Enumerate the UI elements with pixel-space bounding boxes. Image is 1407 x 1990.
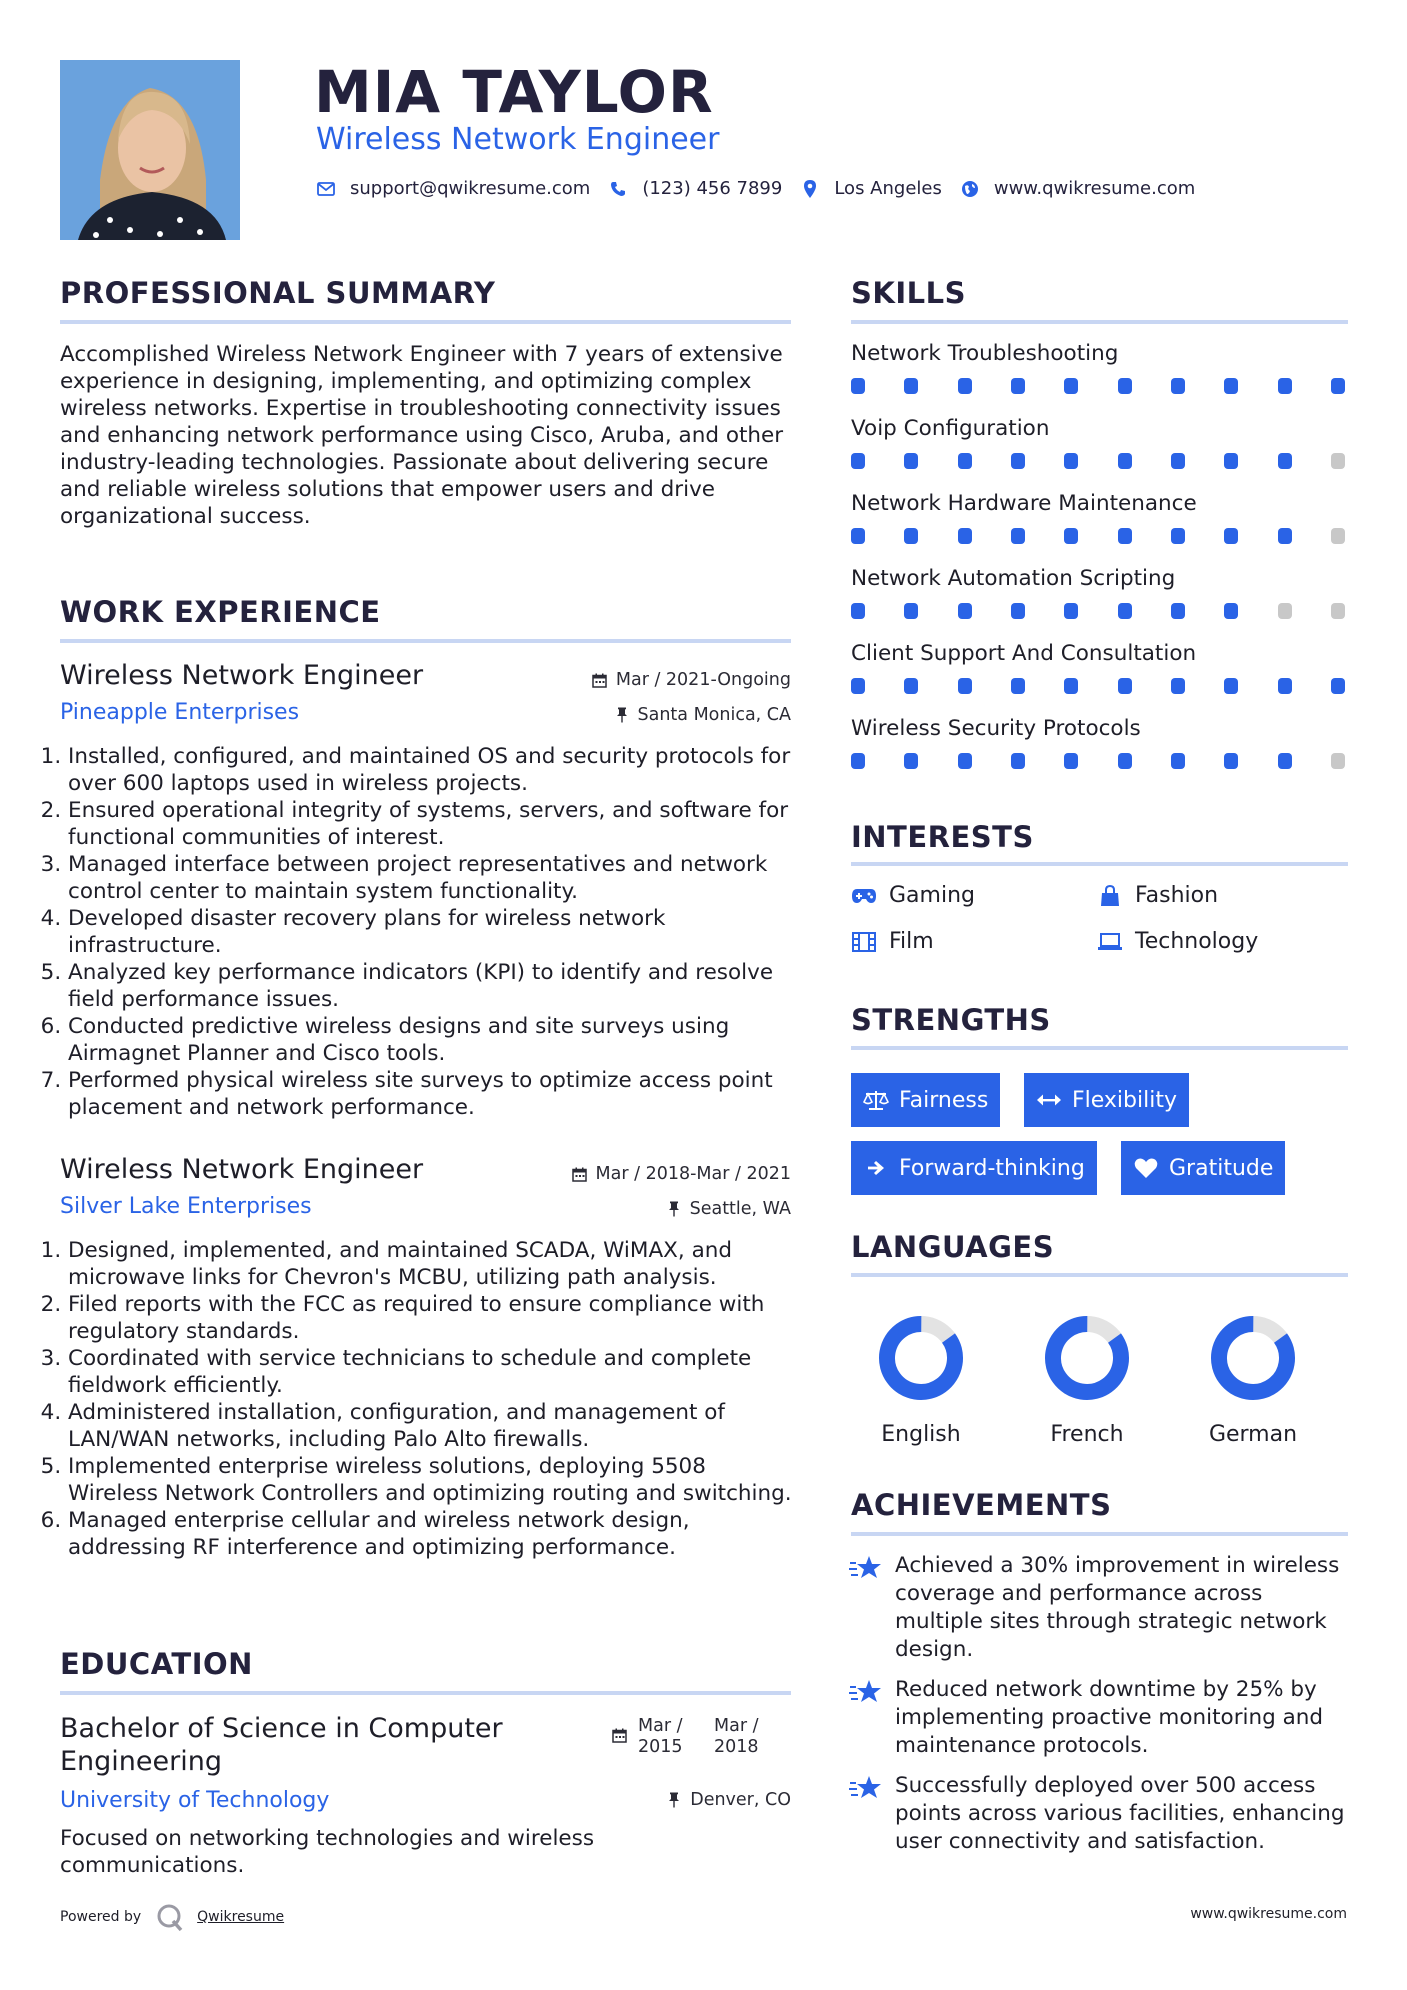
rating-dot-filled [1278, 378, 1292, 394]
education-start: Mar / 2015 [638, 1716, 683, 1757]
skill-name: Client Support And Consultation [851, 641, 1197, 666]
job-bullet: 6. Managed enterprise cellular and wireless network design, addressing RF interference and optimizing performance. [68, 1507, 797, 1561]
rating-dot-filled [1011, 603, 1025, 619]
summary-text: Accomplished Wireless Network Engineer with 7 years of extensive experience in designing, implementing, and optimizing complex wireless networks. Expertise in troubleshooting connectivity issues and enhancing network performance using Cisco, Aruba, and other industry-leading technologies. Passionate about delivering secure and reliable wireless solutions that empower users and drive organizational success. [60, 342, 784, 529]
rating-dot-filled [958, 603, 972, 619]
skill-item [851, 416, 1348, 491]
footer-website[interactable]: www.qwikresume.com [1190, 1906, 1347, 1922]
interests-heading: INTERESTS [851, 820, 1034, 854]
job-bullet-list [49, 1237, 797, 1561]
rating-dot-filled [904, 603, 918, 619]
achievements-divider [851, 1532, 1348, 1536]
rating-dot-filled [1118, 378, 1132, 394]
contact-bar [316, 178, 1213, 199]
skill-rating [851, 603, 1345, 619]
rating-dot-filled [1224, 753, 1238, 769]
language-ring-fill [1206, 1311, 1301, 1406]
skills-list [851, 341, 1348, 791]
rating-dot-filled [851, 528, 865, 544]
star-badge-icon [849, 1774, 883, 1802]
language-item [1193, 1308, 1313, 1447]
language-ring-fill [874, 1311, 969, 1406]
job-bullet: 2. Filed reports with the FCC as required to ensure compliance with regulatory standards. [68, 1291, 797, 1345]
strength-label: Gratitude [1169, 1155, 1274, 1181]
interest-item [1097, 883, 1218, 908]
rating-dot-empty [1331, 753, 1345, 769]
job-title: Wireless Network Engineer [60, 1154, 424, 1185]
education-dates [612, 1716, 776, 1758]
calendar-icon [572, 1166, 588, 1182]
gamepad-icon [851, 885, 877, 907]
pushpin-icon [614, 707, 630, 723]
rating-dot-filled [1171, 453, 1185, 469]
skill-rating [851, 753, 1345, 769]
candidate-name: MIA TAYLOR [314, 58, 714, 126]
job-dates-text: Mar / 2021-Ongoing [615, 670, 791, 690]
job-location-text: Santa Monica, CA [637, 705, 791, 725]
strength-chip [1121, 1141, 1285, 1195]
star-badge-icon [849, 1554, 883, 1582]
rating-dot-filled [1118, 528, 1132, 544]
interest-label: Film [889, 929, 934, 954]
job-location-text: Seattle, WA [689, 1199, 791, 1219]
interest-label: Gaming [889, 883, 975, 908]
job-company: Pineapple Enterprises [60, 700, 300, 725]
skill-rating [851, 528, 1345, 544]
contact-email-text: support@qwikresume.com [350, 178, 591, 199]
rating-dot-empty [1331, 528, 1345, 544]
job-title: Wireless Network Engineer [60, 660, 424, 691]
education-location-text: Denver, CO [690, 1790, 791, 1810]
achievement-text: Achieved a 30% improvement in wireless coverage and performance across multiple sites through strategic network design. [895, 1553, 1340, 1662]
strength-chip [851, 1141, 1097, 1195]
contact-location-text: Los Angeles [834, 178, 942, 199]
rating-dot-filled [851, 603, 865, 619]
envelope-icon [316, 179, 336, 199]
powered-by-label: Powered by [60, 1909, 142, 1925]
languages-divider [851, 1273, 1348, 1277]
rating-dot-filled [1224, 603, 1238, 619]
education-description: Focused on networking technologies and wireless communications. [60, 1826, 595, 1878]
rating-dot-filled [1011, 753, 1025, 769]
rating-dot-filled [904, 528, 918, 544]
languages-heading: LANGUAGES [851, 1230, 1055, 1264]
skill-item [851, 641, 1348, 716]
achievement-item [849, 1772, 1348, 1856]
job-bullet: 2. Ensured operational integrity of systems, servers, and software for functional communities of interest. [68, 797, 797, 851]
star-badge-icon [849, 1678, 883, 1706]
interest-label: Fashion [1135, 883, 1219, 908]
rating-dot-filled [958, 753, 972, 769]
rating-dot-filled [1118, 753, 1132, 769]
interest-label: Technology [1135, 929, 1259, 954]
qwikresume-logo-icon [155, 1902, 185, 1932]
job-bullet: 1. Designed, implemented, and maintained SCADA, WiMAX, and microwave links for Chevron's MCBU, utilizing path analysis. [68, 1237, 797, 1291]
heart-icon [1133, 1156, 1159, 1180]
summary-divider [60, 320, 791, 324]
strength-label: Flexibility [1072, 1087, 1177, 1113]
interest-item [851, 883, 975, 908]
rating-dot-filled [1011, 528, 1025, 544]
skills-heading: SKILLS [851, 276, 966, 310]
rating-dot-filled [1064, 753, 1078, 769]
degree-title: Bachelor of Science in Computer Engineering [60, 1713, 503, 1777]
strength-label: Fairness [899, 1087, 989, 1113]
powered-by [60, 1902, 284, 1932]
skill-name: Voip Configuration [851, 416, 1050, 441]
rating-dot-filled [851, 678, 865, 694]
skills-divider [851, 320, 1348, 324]
skill-name: Network Troubleshooting [851, 341, 1119, 366]
rating-dot-filled [1171, 378, 1185, 394]
job-bullet: 5. Analyzed key performance indicators (KPI) to identify and resolve field performance issues. [68, 959, 797, 1013]
contact-website[interactable] [960, 178, 1195, 199]
pushpin-icon [666, 1792, 682, 1808]
rating-dot-empty [1331, 453, 1345, 469]
skill-name: Network Hardware Maintenance [851, 491, 1197, 516]
skill-item [851, 491, 1348, 566]
contact-phone-text: (123) 456 7899 [642, 178, 783, 199]
language-level-ring [1037, 1308, 1137, 1408]
rating-dot-filled [958, 378, 972, 394]
contact-location [800, 178, 942, 199]
rating-dot-filled [1278, 678, 1292, 694]
skill-rating [851, 678, 1345, 694]
job-dates [592, 670, 791, 690]
achievement-text: Reduced network downtime by 25% by implementing proactive monitoring and maintenance protocols. [895, 1677, 1324, 1758]
strength-chip [1024, 1073, 1189, 1127]
job-bullet: 4. Developed disaster recovery plans for wireless network infrastructure. [68, 905, 797, 959]
balance-scale-icon [863, 1088, 889, 1112]
skill-item [851, 566, 1348, 641]
education-location [666, 1790, 791, 1810]
rating-dot-filled [1171, 603, 1185, 619]
rating-dot-filled [1064, 453, 1078, 469]
rating-dot-filled [1118, 603, 1132, 619]
rating-dot-filled [1011, 378, 1025, 394]
achievement-text: Successfully deployed over 500 access points across various facilities, enhancing user connectivity and satisfaction. [895, 1773, 1345, 1854]
job-bullet: 1. Installed, configured, and maintained OS and security protocols for over 600 laptops used in wireless projects. [68, 743, 797, 797]
rating-dot-filled [1171, 753, 1185, 769]
job-bullet: 4. Administered installation, configuration, and management of LAN/WAN networks, including Palo Alto firewalls. [68, 1399, 797, 1453]
school-name: University of Technology [60, 1788, 330, 1813]
rating-dot-empty [1278, 603, 1292, 619]
rating-dot-filled [1278, 453, 1292, 469]
rating-dot-filled [1278, 528, 1292, 544]
language-item [1027, 1308, 1147, 1447]
education-end: Mar / 2018 [714, 1716, 759, 1757]
job-bullet-list [49, 743, 797, 1121]
job-company: Silver Lake Enterprises [60, 1194, 312, 1219]
rating-dot-filled [851, 753, 865, 769]
rating-dot-filled [851, 453, 865, 469]
achievements-heading: ACHIEVEMENTS [851, 1488, 1112, 1522]
job-location [614, 705, 792, 725]
rating-dot-filled [1064, 528, 1078, 544]
language-name: French [1050, 1422, 1124, 1447]
job-bullet: 7. Performed physical wireless site surveys to optimize access point placement and network performance. [68, 1067, 797, 1121]
experience-divider [60, 639, 791, 643]
rating-dot-filled [904, 678, 918, 694]
contact-website-text: www.qwikresume.com [993, 178, 1196, 199]
strength-label: Forward-thinking [899, 1155, 1085, 1181]
job-dates-text: Mar / 2018-Mar / 2021 [595, 1164, 791, 1184]
rating-dot-filled [1224, 678, 1238, 694]
job-bullet: 3. Managed interface between project representatives and network control center to maintain system functionality. [68, 851, 797, 905]
rating-dot-filled [1118, 453, 1132, 469]
rating-dot-filled [958, 453, 972, 469]
rating-dot-filled [1224, 378, 1238, 394]
phone-icon [608, 179, 628, 199]
skill-item [851, 341, 1348, 416]
rating-dot-filled [1278, 753, 1292, 769]
strengths-divider [851, 1046, 1348, 1050]
rating-dot-filled [958, 528, 972, 544]
pushpin-icon [666, 1201, 682, 1217]
achievements-list [849, 1552, 1348, 1856]
job-bullet: 3. Coordinated with service technicians to schedule and complete fieldwork efficiently. [68, 1345, 797, 1399]
achievement-item [849, 1676, 1348, 1760]
rating-dot-filled [1064, 678, 1078, 694]
job-bullet: 5. Implemented enterprise wireless solutions, deploying 5508 Wireless Network Controllers and optimizing routing and switching. [68, 1453, 797, 1507]
rating-dot-filled [904, 378, 918, 394]
laptop-icon [1097, 931, 1123, 953]
interests-divider [851, 862, 1348, 866]
rating-dot-filled [1011, 453, 1025, 469]
rating-dot-filled [904, 753, 918, 769]
map-marker-icon [800, 179, 820, 199]
profile-photo [60, 60, 240, 240]
skill-name: Network Automation Scripting [851, 566, 1176, 591]
language-ring-fill [1040, 1311, 1135, 1406]
skill-rating [851, 378, 1345, 394]
globe-icon [960, 179, 980, 199]
rating-dot-filled [1224, 528, 1238, 544]
rating-dot-filled [1011, 678, 1025, 694]
shopping-bag-icon [1097, 885, 1123, 907]
job-dates [572, 1164, 791, 1184]
rating-dot-filled [851, 378, 865, 394]
language-item [861, 1308, 981, 1447]
contact-phone[interactable] [608, 178, 782, 199]
rating-dot-filled [1064, 603, 1078, 619]
education-divider [60, 1691, 791, 1695]
rating-dot-filled [1171, 678, 1185, 694]
education-heading: EDUCATION [60, 1647, 253, 1681]
skill-rating [851, 453, 1345, 469]
interest-item [1097, 929, 1258, 954]
languages-list [851, 1308, 1348, 1447]
rating-dot-empty [1331, 603, 1345, 619]
arrows-horizontal-icon [1036, 1088, 1062, 1112]
language-name: German [1208, 1422, 1298, 1447]
rating-dot-filled [958, 678, 972, 694]
rating-dot-filled [904, 453, 918, 469]
job-location [666, 1199, 791, 1219]
experience-heading: WORK EXPERIENCE [60, 595, 381, 629]
candidate-title: Wireless Network Engineer [316, 122, 720, 157]
rating-dot-filled [1118, 678, 1132, 694]
skill-item [851, 716, 1348, 791]
film-icon [851, 931, 877, 953]
strength-chip [851, 1073, 1000, 1127]
rating-dot-filled [1064, 378, 1078, 394]
rating-dot-filled [1171, 528, 1185, 544]
calendar-icon [592, 672, 608, 688]
calendar-icon [612, 1728, 628, 1744]
job-bullet: 6. Conducted predictive wireless designs and site surveys using Airmagnet Planner and Cisco tools. [68, 1013, 797, 1067]
rating-dot-filled [1224, 453, 1238, 469]
contact-email[interactable] [316, 178, 590, 199]
language-level-ring [871, 1308, 971, 1408]
interest-item [851, 929, 934, 954]
rating-dot-filled [1331, 678, 1345, 694]
strengths-heading: STRENGTHS [851, 1003, 1051, 1037]
achievement-item [849, 1552, 1348, 1664]
rating-dot-filled [1331, 378, 1345, 394]
language-level-ring [1203, 1308, 1303, 1408]
summary-heading: PROFESSIONAL SUMMARY [60, 276, 496, 310]
language-name: English [881, 1422, 961, 1447]
arrow-right-icon [863, 1156, 889, 1180]
skill-name: Wireless Security Protocols [851, 716, 1141, 741]
qwikresume-link[interactable]: Qwikresume [197, 1909, 285, 1925]
